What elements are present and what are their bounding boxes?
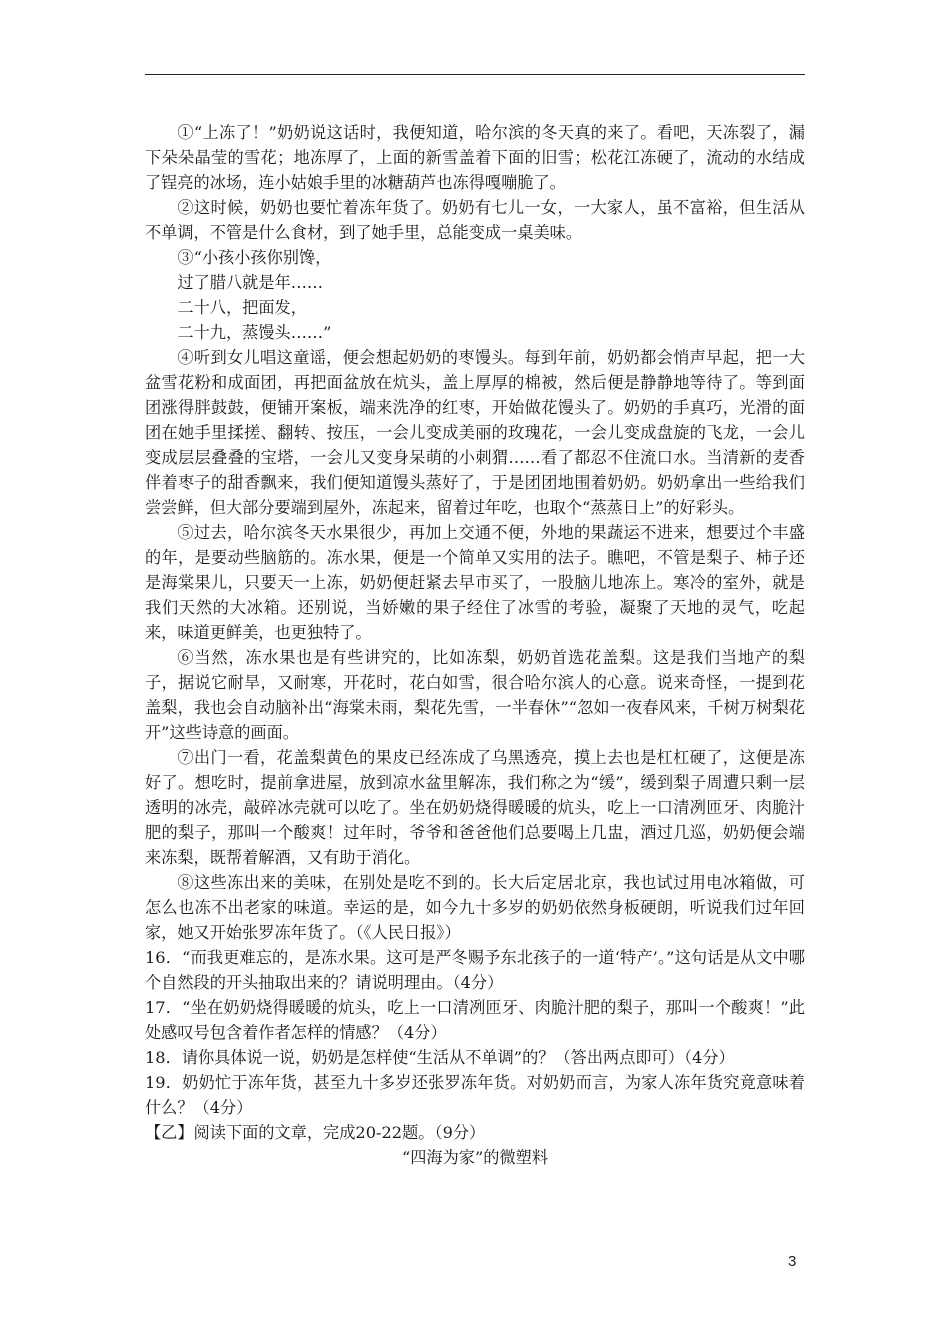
verse-line-3: 二十八，把面发， (177, 298, 307, 317)
paragraph-8: ⑧这些冻出来的美味，在别处是吃不到的。长大后定居北京，我也试过用电冰箱做，可怎么也冻不出老家的味道。幸运的是，如今九十多岁的奶奶依然身板硬朗，听说我们过年回家，她又开始张罗冻年货了。（《人民日报》） (145, 873, 805, 942)
document-body (145, 120, 805, 1170)
verse-line-4: 二十九，蒸馒头……” (177, 323, 332, 342)
question-18: 18．请你具体说一说，奶奶是怎样使“生活从不单调”的？（答出两点即可）（4分） (145, 1048, 735, 1067)
question-16: 16．“而我更难忘的，是冻水果。这可是严冬赐予东北孩子的一道‘特产’。”这句话是从文中哪个自然段的开头抽取出来的？请说明理由。（4分） (145, 948, 805, 992)
paragraph-7: ⑦出门一看，花盖梨黄色的果皮已经冻成了乌黑透亮，摸上去也是杠杠硬了，这便是冻好了。想吃时，提前拿进屋，放到凉水盆里解冻，我们称之为“缓”，缓到梨子周遭只剩一层透明的冰壳，敲碎冰壳就可以吃了。坐在奶奶烧得暖暖的炕头，吃上一口清冽匝牙、肉脆汁肥的梨子，那叫一个酸爽！过年时，爷爷和爸爸他们总要喝上几盅，酒过几巡，奶奶便会端来冻梨，既帮着解酒，又有助于消化。 (145, 748, 805, 867)
header-rule (145, 74, 805, 75)
verse-line-2: 过了腊八就是年…… (177, 273, 324, 292)
question-19: 19．奶奶忙于冻年货，甚至九十多岁还张罗冻年货。对奶奶而言，为家人冻年货究竟意味着什么？（4分） (145, 1073, 805, 1117)
paragraph-2: ②这时候，奶奶也要忙着冻年货了。奶奶有七儿一女，一大家人，虽不富裕，但生活从不单调，不管是什么食材，到了她手里，总能变成一桌美味。 (145, 198, 805, 242)
paragraph-6: ⑥当然，冻水果也是有些讲究的，比如冻梨，奶奶首选花盖梨。这是我们当地产的梨子，据说它耐旱，又耐寒，开花时，花白如雪，很合哈尔滨人的心意。说来奇怪，一提到花盖梨，我也会自动脑补出“海棠未雨，梨花先雪，一半春休”“忽如一夜春风来，千树万树梨花开”这些诗意的画面。 (145, 648, 805, 742)
paragraph-5: ⑤过去，哈尔滨冬天水果很少，再加上交通不便，外地的果蔬运不进来，想要过个丰盛的年，是要动些脑筋的。冻水果，便是一个简单又实用的法子。瞧吧，不管是梨子、柿子还是海棠果儿，只要天一上冻，奶奶便赶紧去早市买了，一股脑儿地冻上。寒冷的室外，就是我们天然的大冰箱。还别说，当娇嫩的果子经住了冰雪的考验，凝聚了天地的灵气，吃起来，味道更鲜美，也更独特了。 (145, 523, 805, 642)
section-b-instruction: 【乙】阅读下面的文章，完成20-22题。（9分） (145, 1123, 486, 1142)
page-number: 3 (788, 1253, 797, 1270)
verse-line-1: ③“小孩小孩你别馋， (177, 248, 332, 267)
paragraph-4: ④听到女儿唱这童谣，便会想起奶奶的枣馒头。每到年前，奶奶都会悄声早起，把一大盆雪花粉和成面团，再把面盆放在炕头，盖上厚厚的棉被，然后便是静静地等待了。等到面团涨得胖鼓鼓，便铺开案板，端来洗净的红枣，开始做花馒头了。奶奶的手真巧，光滑的面团在她手里揉搓、翻转、按压，一会儿变成美丽的玫瑰花，一会儿变成盘旋的飞龙，一会儿变成层层叠叠的宝塔，一会儿又变身呆萌的小刺猬……看了都忍不住流口水。当清新的麦香伴着枣子的甜香飘来，我们便知道馒头蒸好了，于是团团地围着奶奶。奶奶拿出一些给我们尝尝鲜，但大部分要端到屋外，冻起来，留着过年吃，也取个“蒸蒸日上”的好彩头。 (145, 348, 805, 517)
section-b-title: “四海为家”的微塑料 (401, 1148, 549, 1167)
paragraph-1: ①“上冻了！”奶奶说这话时，我便知道，哈尔滨的冬天真的来了。看吧，天冻裂了，漏下朵朵晶莹的雪花；地冻厚了，上面的新雪盖着下面的旧雪；松花江冻硬了，流动的水结成了锃亮的冰场，连小姑娘手里的冰糖葫芦也冻得嘎嘣脆了。 (145, 123, 805, 192)
question-17: 17．“坐在奶奶烧得暖暖的炕头，吃上一口清冽匝牙、肉脆汁肥的梨子，那叫一个酸爽！”此处感叹号包含着作者怎样的情感？（4分） (145, 998, 805, 1042)
